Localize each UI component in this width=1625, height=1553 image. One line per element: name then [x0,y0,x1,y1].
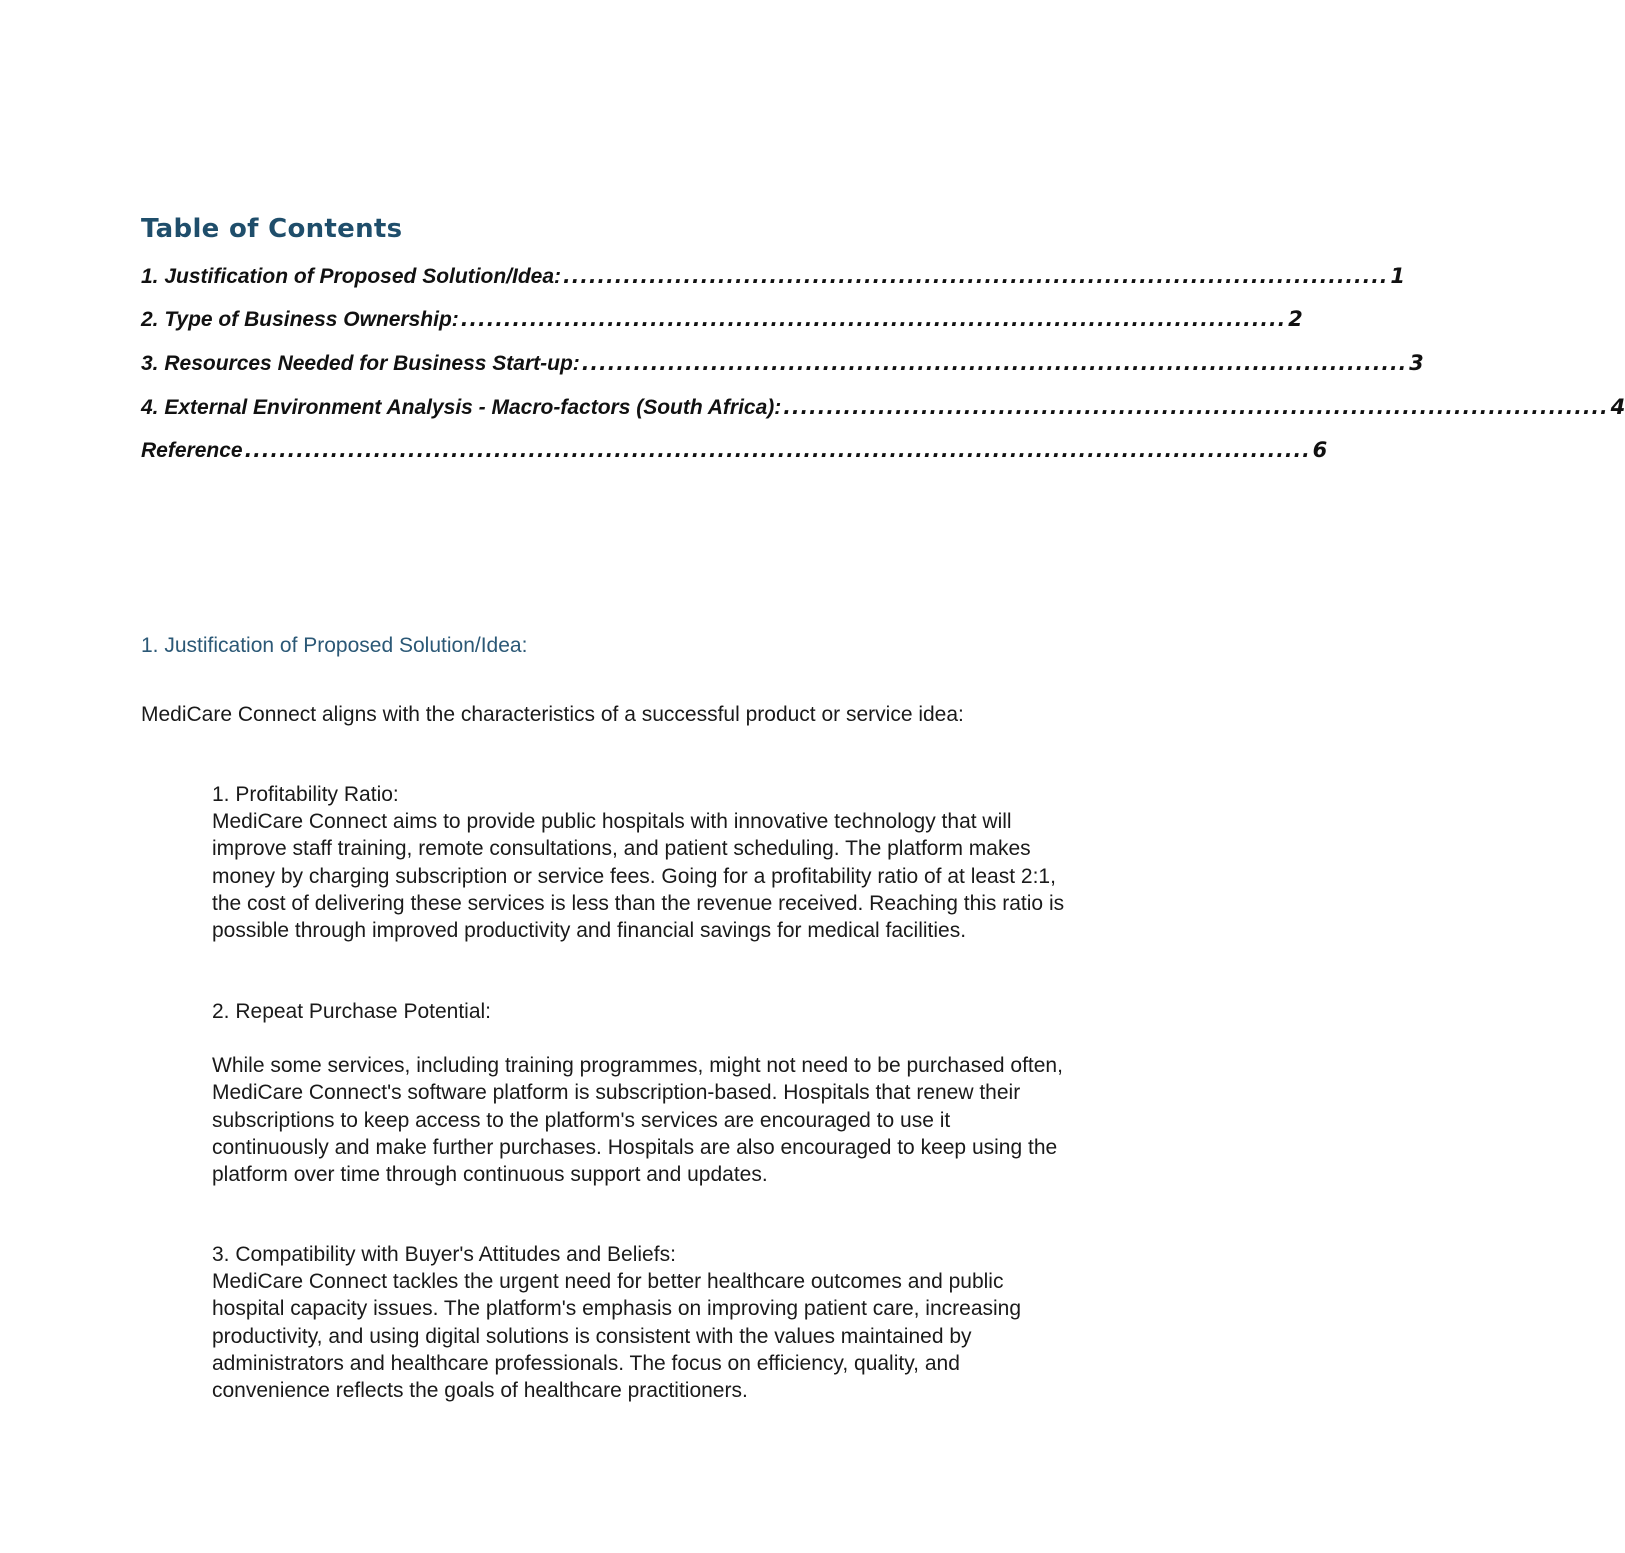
intro-paragraph: MediCare Connect aligns with the characteristics of a successful product or service idea: [141,703,964,726]
toc-entry-label: 3. Resources Needed for Business Start-up: [141,352,580,375]
section-heading: 1. Justification of Proposed Solution/Idea: [141,634,528,657]
toc-entry[interactable] [141,395,1625,425]
item-body: MediCare Connect tackles the urgent need for better healthcare outcomes and public hospital capacity issues. The platform's emphasis on improving patient care, increasing productivity, and using digital solutions is consistent with the values maintained by administrators and healthcare professionals. The focus on efficiency, quality, and convenience reflects the goals of healthcare practitioners. [212,1270,1022,1403]
toc-entry[interactable] [141,264,1406,294]
toc-entry-page: 4 [1610,395,1625,419]
toc-leader: ............................................................................................................................ [244,438,1311,462]
toc-entry[interactable] [141,307,1303,337]
toc-entry-page: 3 [1409,351,1424,375]
toc-title: Table of Contents [141,214,403,244]
toc-entry-page: 2 [1288,307,1303,331]
item-title: 2. Repeat Purchase Potential: [212,1000,492,1023]
item-body: While some services, including training programmes, might not need to be purchased often, MediCare Connect's software platform is subscription-based. Hospitals that renew their subscriptions to keep access to the platform's services are encouraged to use it continuously and make further purchases. Hospitals are also encouraged to keep using the platform over time through continuous support and updates. [212,1054,1063,1187]
toc-entry-page: 6 [1312,438,1328,462]
toc-leader: ................................................................................................ [563,264,1389,288]
toc-leader: ................................................................................................ [460,307,1287,331]
toc-entry-page: 1 [1390,264,1406,288]
toc-entry-label: Reference [141,439,243,462]
toc-entry-label: 1. Justification of Proposed Solution/Idea: [141,265,562,288]
item-body: MediCare Connect aims to provide public hospitals with innovative technology that will improve staff training, remote consultations, and patient scheduling. The platform makes money by charging subscription or service fees. Going for a profitability ratio of at least 2:1, the cost of delivering these services is less than the revenue received. Reaching this ratio is possible through improved productivity and financial savings for medical facilities. [212,810,1065,943]
toc-entry[interactable] [141,351,1424,381]
toc-entry-label: 2. Type of Business Ownership: [141,308,459,331]
toc-leader: ................................................................................................ [783,395,1609,419]
toc-entry[interactable] [141,438,1328,468]
item-title: 3. Compatibility with Buyer's Attitudes and Beliefs: [212,1243,676,1266]
toc-entry-label: 4. External Environment Analysis - Macro-factors (South Africa): [141,396,782,419]
item-title: 1. Profitability Ratio: [212,783,399,806]
toc-leader: ................................................................................................ [581,351,1408,375]
